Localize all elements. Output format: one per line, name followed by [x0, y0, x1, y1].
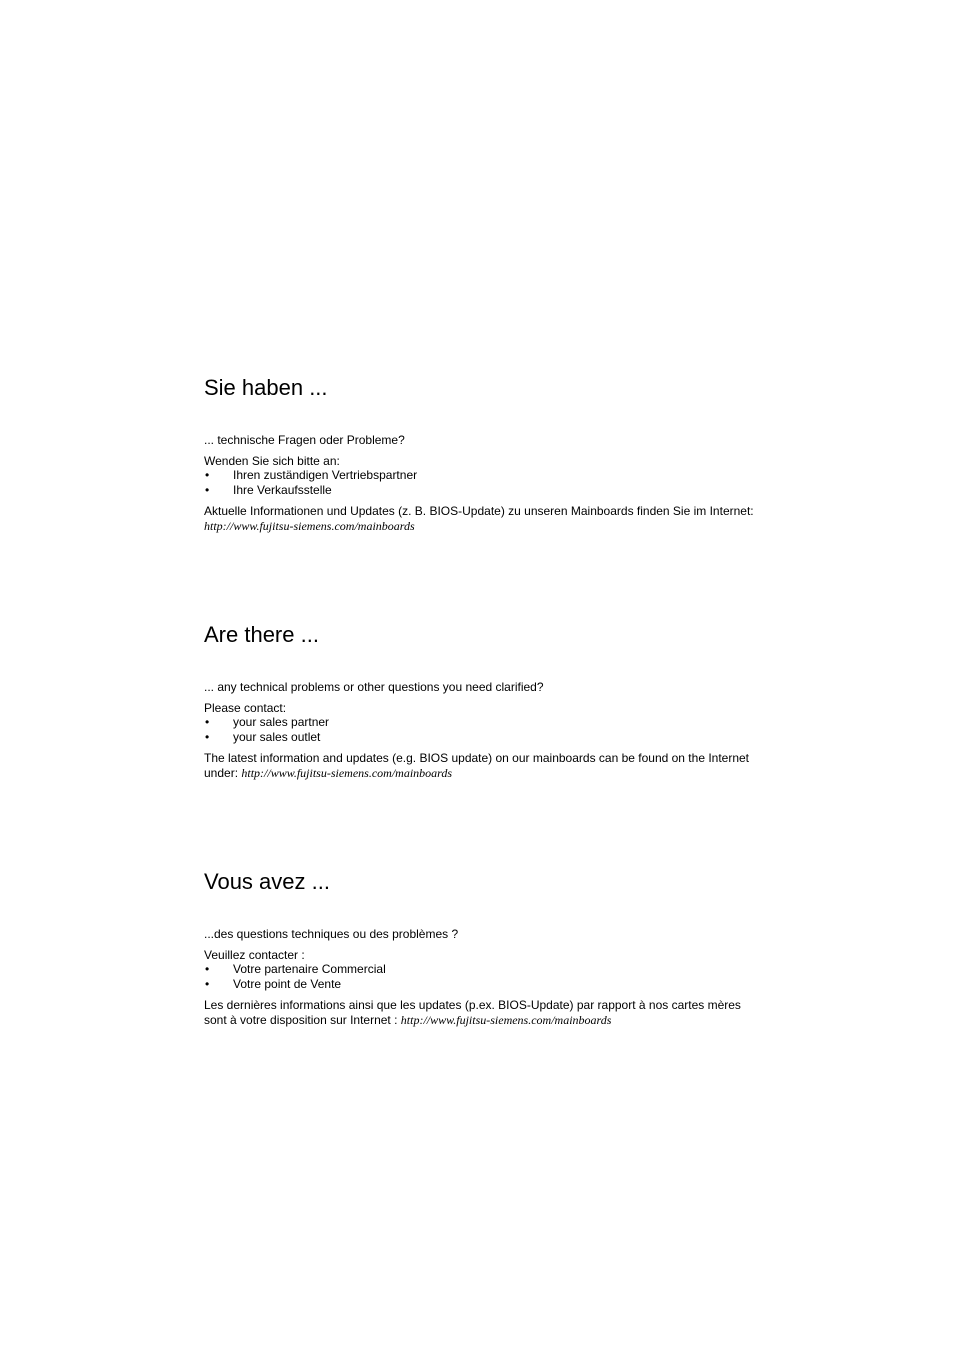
contact-item	[204, 468, 764, 483]
support-section-german	[204, 370, 764, 534]
section-question: ... any technical problems or other questions you need clarified?	[204, 680, 544, 694]
support-url-link[interactable]: http://www.fujitsu-siemens.com/mainboards	[204, 519, 415, 533]
contact-item-label: your sales outlet	[233, 730, 321, 744]
contact-item-label: Votre partenaire Commercial	[233, 962, 386, 976]
bullet-icon: •	[205, 730, 210, 744]
bullet-icon: •	[205, 483, 210, 497]
section-question: ... technische Fragen oder Probleme?	[204, 433, 405, 447]
info-text: Aktuelle Informationen und Updates (z. B. BIOS-Update) zu unseren Mainboards finden Sie im Internet:	[204, 504, 754, 518]
contact-list	[204, 962, 764, 992]
bullet-icon: •	[205, 962, 210, 976]
info-paragraph	[204, 504, 764, 534]
contact-list	[204, 715, 764, 745]
bullet-icon: •	[205, 977, 210, 991]
contact-item	[204, 977, 764, 992]
contact-intro: Please contact:	[204, 701, 287, 715]
support-section-english	[204, 617, 764, 781]
info-text: The latest information and updates (e.g. BIOS update) on our mainboards can be found on the Internet under:	[204, 751, 750, 780]
section-heading: Are there ...	[204, 622, 319, 647]
contact-item	[204, 730, 764, 745]
contact-intro: Veuillez contacter :	[204, 948, 305, 962]
support-section-french	[204, 864, 764, 1028]
contact-item-label: Ihren zuständigen Vertriebspartner	[233, 468, 418, 482]
bullet-icon: •	[205, 468, 210, 482]
contact-item	[204, 715, 764, 730]
section-heading: Vous avez ...	[204, 869, 330, 894]
info-text: Les dernières informations ainsi que les updates (p.ex. BIOS-Update) par rapport à nos cartes mères sont à votre disposition sur Internet :	[204, 998, 741, 1027]
section-heading: Sie haben ...	[204, 375, 328, 400]
info-paragraph	[204, 751, 764, 781]
contact-item	[204, 962, 764, 977]
support-url-link[interactable]: http://www.fujitsu-siemens.com/mainboards	[241, 766, 453, 780]
contact-item-label: Ihre Verkaufsstelle	[233, 483, 332, 497]
contact-item-label: your sales partner	[233, 715, 330, 729]
section-question: ...des questions techniques ou des problèmes ?	[204, 927, 459, 941]
contact-item-label: Votre point de Vente	[233, 977, 342, 991]
info-paragraph	[204, 998, 764, 1028]
contact-list	[204, 468, 764, 498]
support-url-link[interactable]: http://www.fujitsu-siemens.com/mainboards	[400, 1013, 612, 1027]
contact-item	[204, 483, 764, 498]
contact-intro: Wenden Sie sich bitte an:	[204, 454, 340, 468]
bullet-icon: •	[205, 715, 210, 729]
